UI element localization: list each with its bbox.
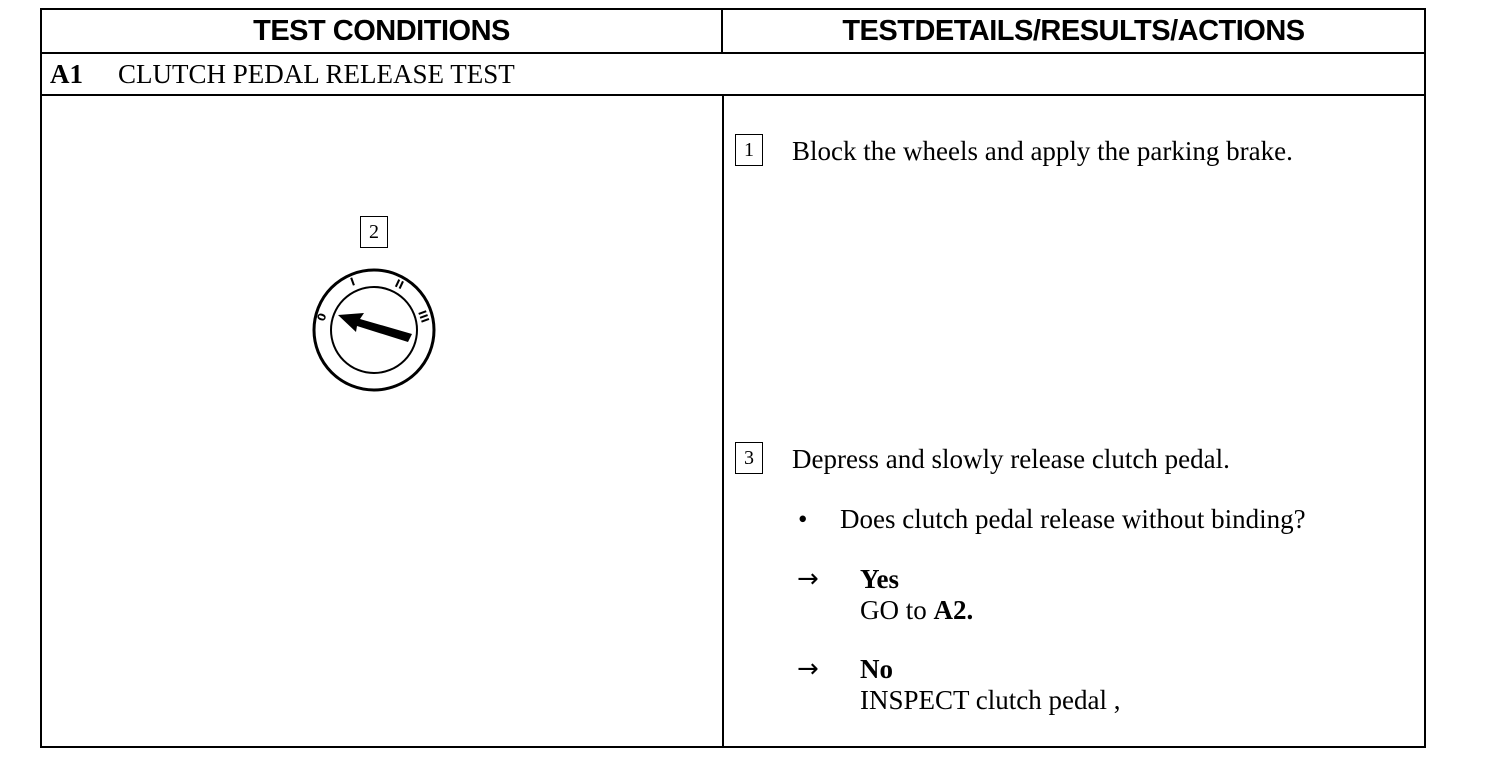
outcome-yes-action-prefix: GO to — [860, 595, 934, 625]
outcome-no-label: No — [860, 654, 893, 684]
position-1-label: I — [348, 275, 357, 289]
bullet-icon: • — [798, 504, 808, 534]
position-0-label: 0 — [314, 311, 330, 324]
step-box-2: 2 — [360, 216, 388, 248]
step-box-1: 1 — [735, 134, 763, 166]
step-box-3: 3 — [735, 442, 763, 474]
question-text: Does clutch pedal release without binding? — [840, 504, 1306, 534]
position-3-label: III — [415, 308, 432, 325]
outcome-yes-action — [860, 595, 973, 626]
outcome-yes-label: Yes — [860, 564, 899, 594]
column-divider — [722, 96, 724, 748]
step-1-text: Block the wheels and apply the parking brake. — [792, 136, 1293, 166]
step-3-text: Depress and slowly release clutch pedal. — [792, 444, 1230, 474]
right-arrow-icon: → — [797, 564, 819, 594]
ignition-switch-icon — [310, 266, 442, 403]
section-code: A1 — [50, 59, 83, 89]
header-test-conditions: TEST CONDITIONS — [42, 10, 723, 52]
section-row — [42, 54, 1424, 96]
position-2-label: II — [392, 276, 406, 293]
section-title: CLUTCH PEDAL RELEASE TEST — [118, 59, 515, 89]
diagnostic-table — [40, 8, 1426, 748]
outcome-no-action: INSPECT clutch pedal , — [860, 685, 1121, 715]
outcome-yes-action-suffix: . — [966, 595, 974, 625]
header-test-details: TESTDETAILS/RESULTS/ACTIONS — [842, 15, 1305, 47]
table-header — [42, 10, 1424, 54]
right-arrow-icon: → — [797, 654, 819, 684]
outcome-yes-action-target: A2 — [933, 595, 967, 625]
